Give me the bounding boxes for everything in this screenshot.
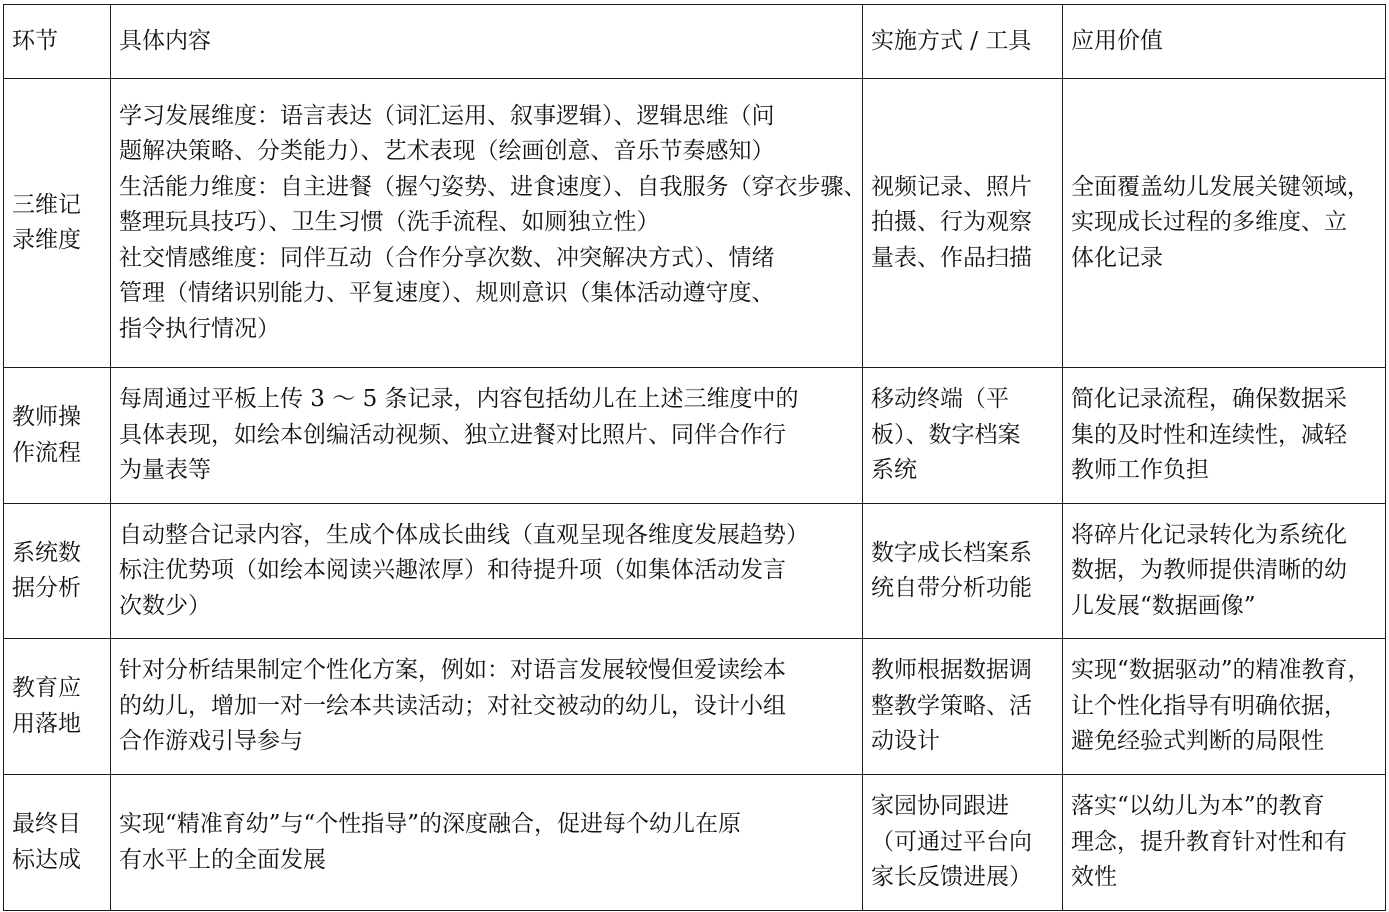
stage-line: 用落地 xyxy=(12,710,81,737)
header-cell-stage: 环节 xyxy=(4,5,111,79)
tools-cell xyxy=(863,775,1063,911)
tools-line: 整教学策略、活 xyxy=(871,692,1032,719)
content-line: 每周通过平板上传 3 ～ 5 条记录，内容包括幼儿在上述三维度中的 xyxy=(119,386,799,413)
tools-cell xyxy=(863,79,1063,368)
content-line: 社交情感维度：同伴互动（合作分享次数、冲突解决方式）、情绪 xyxy=(119,244,775,271)
tools-line: （可通过平台向 xyxy=(871,828,1032,855)
stage-line: 教育应 xyxy=(12,675,81,701)
content-cell xyxy=(111,368,863,504)
content-line: 次数少） xyxy=(119,592,211,619)
table-row xyxy=(4,775,1386,911)
value-cell xyxy=(1063,639,1386,775)
table-row xyxy=(4,368,1386,504)
tools-line: 移动终端（平 xyxy=(871,386,1009,413)
table-row xyxy=(4,639,1386,775)
content-line: 题解决策略、分类能力）、艺术表现（绘画创意、音乐节奏感知） xyxy=(119,138,775,165)
stage-cell xyxy=(4,775,111,911)
tools-line: 数字成长档案系 xyxy=(871,539,1032,566)
value-cell xyxy=(1063,775,1386,911)
value-line: 全面覆盖幼儿发展关键领域， xyxy=(1071,173,1370,200)
value-line: 教师工作负担 xyxy=(1071,457,1209,484)
content-line: 生活能力维度：自主进餐（握勺姿势、进食速度）、自我服务（穿衣步骤、 xyxy=(119,173,867,200)
stage-line: 作流程 xyxy=(12,439,81,466)
stage-cell xyxy=(4,504,111,639)
value-line: 将碎片化记录转化为系统化 xyxy=(1071,521,1347,548)
stage-cell xyxy=(4,79,111,368)
value-line: 效性 xyxy=(1071,864,1117,891)
stage-line: 最终目 xyxy=(12,811,81,837)
content-line: 指令执行情况） xyxy=(119,315,280,342)
tools-line: 板）、数字档案 xyxy=(871,421,1021,448)
tools-line: 量表、作品扫描 xyxy=(871,244,1032,271)
stage-line: 三维记 xyxy=(12,191,81,218)
value-line: 理念，提升教育针对性和有 xyxy=(1071,828,1347,855)
value-cell xyxy=(1063,79,1386,368)
value-cell xyxy=(1063,368,1386,504)
content-line: 有水平上的全面发展 xyxy=(119,846,326,873)
header-cell-value: 应用价值 xyxy=(1063,5,1386,79)
content-line: 针对分析结果制定个性化方案，例如：对语言发展较慢但爱读绘本 xyxy=(119,657,786,684)
content-line: 为量表等 xyxy=(119,457,211,484)
content-line: 合作游戏引导参与 xyxy=(119,728,303,755)
value-cell xyxy=(1063,504,1386,639)
stage-cell xyxy=(4,639,111,775)
value-line: 落实“以幼儿为本”的教育 xyxy=(1071,793,1325,820)
content-line: 标注优势项（如绘本阅读兴趣浓厚）和待提升项（如集体活动发言 xyxy=(119,557,786,584)
tools-cell xyxy=(863,368,1063,504)
stage-line: 系统数 xyxy=(12,539,81,566)
stage-line: 教师操 xyxy=(12,404,81,430)
content-line: 学习发展维度：语言表达（词汇运用、叙事逻辑）、逻辑思维（问 xyxy=(119,102,775,129)
tools-line: 动设计 xyxy=(871,728,940,755)
content-line: 自动整合记录内容，生成个体成长曲线（直观呈现各维度发展趋势） xyxy=(119,521,809,548)
table-row xyxy=(4,504,1386,639)
tools-line: 家长反馈进展） xyxy=(871,864,1032,891)
tools-line: 教师根据数据调 xyxy=(871,657,1032,684)
tools-cell xyxy=(863,504,1063,639)
tools-line: 家园协同跟进 xyxy=(871,793,1009,820)
value-line: 实现“数据驱动”的精准教育， xyxy=(1071,657,1371,684)
tools-line: 统自带分析功能 xyxy=(871,575,1032,601)
content-cell xyxy=(111,79,867,368)
content-cell xyxy=(111,775,863,911)
content-line: 的幼儿，增加一对一绘本共读活动；对社交被动的幼儿，设计小组 xyxy=(119,692,786,719)
content-cell xyxy=(111,639,863,775)
value-line: 数据，为教师提供清晰的幼 xyxy=(1071,557,1347,584)
header-row xyxy=(4,5,1386,79)
value-line: 体化记录 xyxy=(1071,244,1163,271)
stage-line: 录维度 xyxy=(12,227,81,253)
process-table xyxy=(3,4,1386,911)
header-cell-tools: 实施方式 / 工具 xyxy=(863,5,1063,79)
tools-line: 系统 xyxy=(871,457,917,484)
header-cell-content: 具体内容 xyxy=(111,5,863,79)
value-line: 实现成长过程的多维度、立 xyxy=(1071,209,1347,236)
table-row xyxy=(4,79,1386,368)
value-line: 避免经验式判断的局限性 xyxy=(1071,728,1324,755)
stage-cell xyxy=(4,368,111,504)
tools-line: 视频记录、照片 xyxy=(871,173,1032,200)
value-line: 让个性化指导有明确依据， xyxy=(1071,692,1347,719)
content-line: 管理（情绪识别能力、平复速度）、规则意识（集体活动遵守度、 xyxy=(119,280,775,307)
content-cell xyxy=(111,504,863,639)
value-line: 集的及时性和连续性，减轻 xyxy=(1071,421,1347,448)
stage-line: 据分析 xyxy=(12,575,81,601)
content-line: 具体表现，如绘本创编活动视频、独立进餐对比照片、同伴合作行 xyxy=(119,421,786,448)
tools-line: 拍摄、行为观察 xyxy=(871,209,1032,236)
tools-cell xyxy=(863,639,1063,775)
content-line: 整理玩具技巧）、卫生习惯（洗手流程、如厕独立性） xyxy=(119,209,660,236)
content-line: 实现“精准育幼”与“个性指导”的深度融合，促进每个幼儿在原 xyxy=(119,811,742,837)
value-line: 儿发展“数据画像” xyxy=(1071,592,1256,619)
value-line: 简化记录流程，确保数据采 xyxy=(1071,386,1347,413)
stage-line: 标达成 xyxy=(12,846,81,873)
